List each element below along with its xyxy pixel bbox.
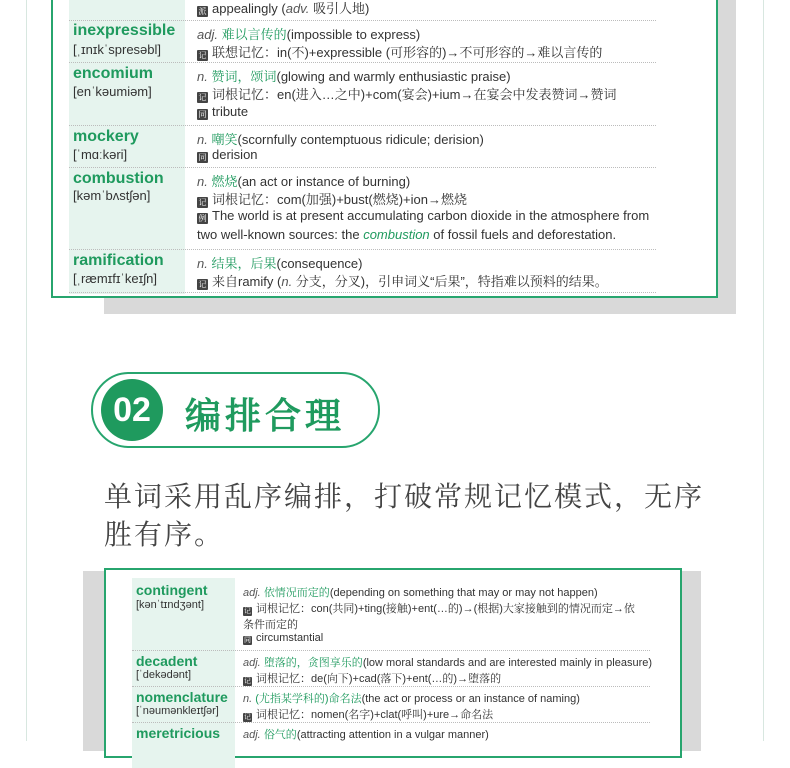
memory-line: 记 词根记忆：con(共同)+ting(接触)+ent(…的)→(根据)大家接触到的情况而定→依 <box>244 603 635 615</box>
memory-line: 记 词根记忆：en(进入…之中)+com(宴会)+ium→在宴会中发表赞词→赞词 <box>198 87 617 102</box>
phonetic: [ˌɪnɪkˈspresəbl] <box>73 42 162 57</box>
section-title: 编排合理 <box>185 395 346 436</box>
headword: inexpressible <box>73 22 176 39</box>
memory-line: 记 词根记忆：nomen(名字)+clat(呼叫)+ure→命名法 <box>244 709 494 721</box>
example-line-cont: two well-known sources: the combustion of fossil fuels and deforestation. <box>197 227 617 242</box>
section-number: 02 <box>101 379 163 441</box>
memory-marker-icon: 记 <box>244 608 251 615</box>
vocab-card-top <box>51 0 718 298</box>
divider <box>69 292 656 293</box>
memory-line: 记 联想记忆：in(不)+expressible (可形容的)→不可形容的→难以言传的 <box>198 45 603 60</box>
memory-marker-icon: 记 <box>244 714 251 721</box>
example-marker-icon: 例 <box>198 214 207 223</box>
entry-line: 派 appealingly (adv. 吸引人地) <box>198 1 370 16</box>
divider <box>132 686 650 687</box>
synonym-marker-icon: 同 <box>198 153 207 162</box>
memory-line: 记 词根记忆：com(加强)+bust(燃烧)+ion→燃烧 <box>198 192 467 207</box>
divider <box>132 650 650 651</box>
divider <box>69 249 656 250</box>
definition-line: adj. 难以言传的(impossible to express) <box>197 27 421 42</box>
memory-line: 记 词根记忆：de(向下)+cad(落下)+ent(…的)→堕落的 <box>244 673 502 685</box>
memory-line-cont: 条件而定的 <box>243 619 298 631</box>
headword: encomium <box>73 65 154 82</box>
phonetic: [enˈkəumiəm] <box>73 84 152 99</box>
headword: decadent <box>136 653 198 669</box>
definition-line: n. (尤指某学科的)命名法(the act or process or an instance of naming) <box>243 693 580 705</box>
memory-marker-icon: 记 <box>198 280 207 289</box>
headword: combustion <box>73 170 164 187</box>
divider <box>69 125 656 126</box>
definition-line: adj. 俗气的(attracting attention in a vulgar manner) <box>243 729 489 741</box>
divider <box>69 62 656 63</box>
divider <box>132 722 650 723</box>
phonetic: [ˌræmɪfɪˈkeɪʃn] <box>73 271 157 286</box>
synonym-line: 同 tribute <box>198 104 249 119</box>
headword: meretricious <box>136 725 221 741</box>
phonetic: [ˈnəumənkleɪtʃər] <box>136 705 219 717</box>
phonetic: [ˈmɑːkəri] <box>73 147 128 162</box>
definition-line: n. 结果，后果(consequence) <box>197 256 363 271</box>
headword: contingent <box>136 582 208 598</box>
definition-line: adj. 依情况而定的(depending on something that may or may not happen) <box>243 587 598 599</box>
section-header <box>91 372 380 448</box>
phonetic: [ˈdekədənt] <box>136 669 192 681</box>
memory-marker-icon: 记 <box>198 51 207 60</box>
synonym-marker-icon: 同 <box>198 110 207 119</box>
vocab-card-bottom <box>104 568 682 758</box>
definition-line: adj. 堕落的，贪图享乐的(low moral standards and are interested mainly in pleasure) <box>243 657 653 669</box>
headword: nomenclature <box>136 689 228 705</box>
memory-marker-icon: 记 <box>244 678 251 685</box>
divider <box>69 20 656 21</box>
memory-marker-icon: 记 <box>198 198 207 207</box>
definition-line: n. 嘲笑(scornfully contemptuous ridicule; derision) <box>197 132 484 147</box>
example-line: 例 The world is at present accumulating carbon dioxide in the atmosphere from <box>198 208 650 223</box>
memory-line: 记 来自ramify (n. 分支，分叉)，引申词义“后果”，特指难以预料的结果。 <box>198 274 608 289</box>
synonym-line: 同 derision <box>198 147 258 162</box>
derivative-marker-icon: 派 <box>198 7 207 16</box>
phonetic: [kəmˈbʌstʃən] <box>73 188 151 203</box>
definition-line: n. 燃烧(an act or instance of burning) <box>197 174 411 189</box>
section-description: 单词采用乱序编排，打破常规记忆模式，无序 胜有序。 <box>104 480 705 551</box>
synonym-line: 同 circumstantial <box>244 632 324 644</box>
synonym-marker-icon: 同 <box>244 637 251 644</box>
divider <box>69 167 656 168</box>
definition-line: n. 赞词，颂词(glowing and warmly enthusiastic praise) <box>197 69 511 84</box>
headword: mockery <box>73 128 139 145</box>
memory-marker-icon: 记 <box>198 93 207 102</box>
phonetic: [kənˈtɪndʒənt] <box>136 599 205 611</box>
headword: ramification <box>73 252 164 269</box>
